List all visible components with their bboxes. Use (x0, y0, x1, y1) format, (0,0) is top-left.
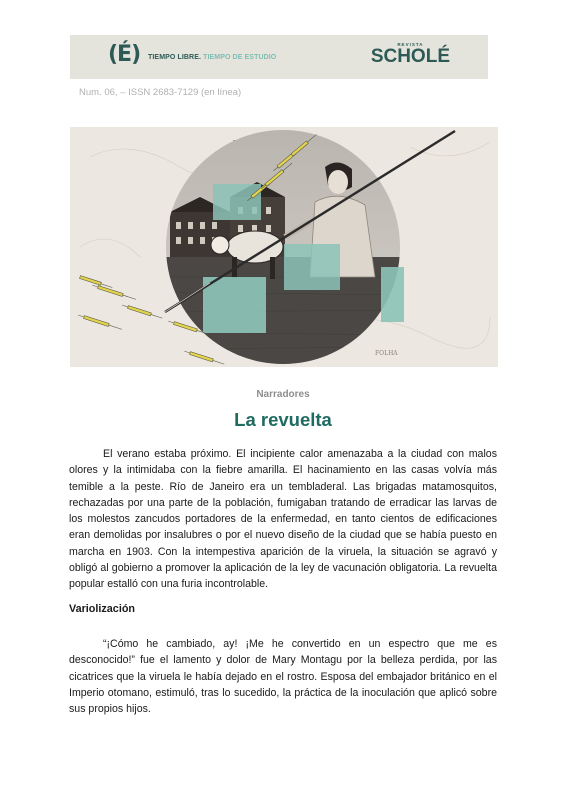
article-paragraph-2: “¡Cómo he cambiado, ay! ¡Me he convertido en un espectro que me es desconocido!” fue el lamento y dolor de Mary Montagu por la belleza perdida, por las cicatrices que la viruela le había dejado en el rostro. Esposa del embajador británico en el Imperio otomano, estimuló, tras lo sucedido, la práctica de la inoculación que aplicó sobre sus propios hijos. (69, 638, 497, 716)
collage-image (70, 127, 498, 367)
issue-issn-line: Num. 06, – ISSN 2683-7129 (en línea) (79, 87, 242, 98)
teal-panel (203, 277, 266, 333)
newspaper-snippet-2: FOLHA (375, 350, 398, 357)
article-paragraph-1: El verano estaba próximo. El incipiente calor amenazaba a la ciudad con malos olores y la intimidaba con la fiebre amarilla. El hacinamiento en las casas volvía más temible a la peste. Río de Janeiro era un tembladeral. Las brigadas matamosquitos, rechazadas por una parte de la población, fumigaban tratando de erradicar las larvas de los molestos zancudos portadores de la enfermedad, en tanto cientos de edificaciones eran demolidas por insalubres o por el nuevo diseño de la ciudad que se había puesto en marcha en 1903. Con la intempestiva aparición de la viruela, la situación se agravó y obligó al gobierno a promover la aplicación de la ley de vacunación obligatoria. La revuelta popular estalló con una furia incontrolable. (69, 448, 497, 591)
schole-logo-small-label: REVISTA (397, 42, 424, 47)
section-subheading: Variolización (69, 603, 136, 615)
journal-tagline (148, 54, 276, 61)
teal-panel (284, 244, 340, 290)
schole-logo (371, 42, 450, 67)
teal-panel (213, 184, 261, 220)
journal-logo-mark: (É) (108, 42, 141, 67)
article-illustration (70, 127, 498, 367)
journal-banner (70, 35, 488, 79)
teal-panel (381, 267, 404, 322)
article-title: La revuelta (234, 409, 332, 430)
schole-logo-wordmark: SCHOLÉ (370, 46, 450, 67)
tagline-part-2: TIEMPO DE ESTUDIO (203, 54, 277, 61)
section-label: Narradores (256, 389, 310, 400)
tagline-part-1: TIEMPO LIBRE. (148, 54, 202, 61)
